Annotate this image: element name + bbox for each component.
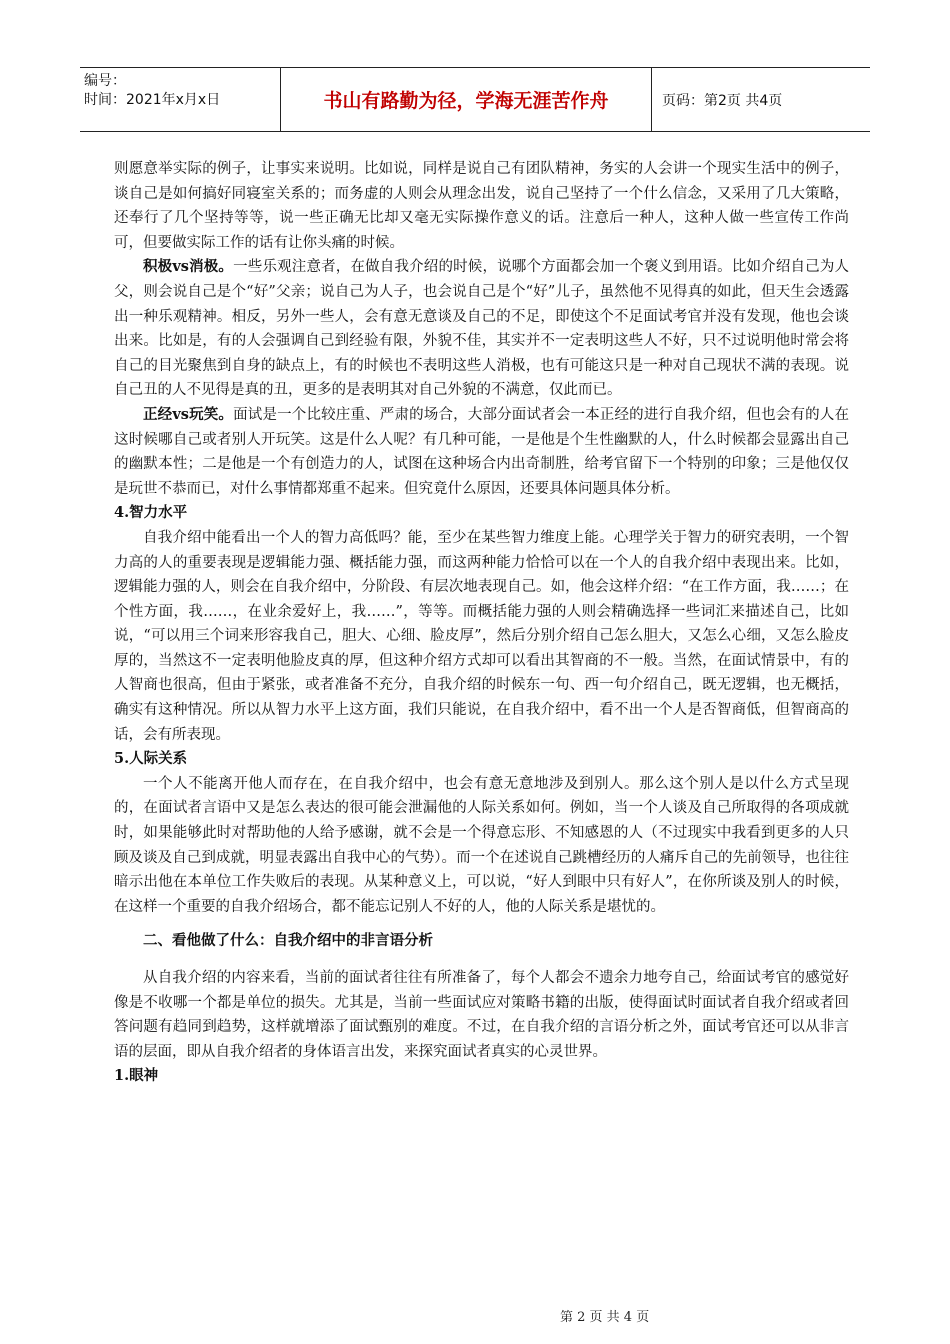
paragraph-lead: 正经vs玩笑。 [143,405,234,423]
section-heading: 4.智力水平 [114,504,188,522]
motto: 书山有路勤为径，学海无涯苦作舟 [280,68,652,131]
number-label: 编号： [84,73,126,89]
paragraph-lead: 积极vs消极。 [143,258,234,276]
paragraph-text: 面试是一个比较庄重、严肃的场合，大部分面试者会一本正经的进行自我介绍，但也会有的人在这时候哪自己或者别人开玩笑。这是什么人呢？有几种可能，一是他是个生性幽默的人，什么时候都会显露出自己的幽默本性；二是他是一个有创造力的人，试图在这种场合内出奇制胜，给考官留下一个特别的印象；三是他仅仅是玩世不恭而已，对什么事情都郑重不起来。但究竟什么原因，还要具体问题具体分析。 [114,406,850,497]
paragraph: 则愿意举实际的例子，让事实来说明。比如说，同样是说自己有团队精神，务实的人会讲一个现实生活中的例子，谈自己是如何搞好同寝室关系的；而务虚的人则会从理念出发，说自己坚持了一个什么信念，又采用了几大策略，还奉行了几个坚持等等，说一些正确无比却又毫无实际操作意义的话。注意后一种人，这种人做一些宣传工作尚可，但要做实际工作的话有让你头痛的时候。 [114,161,849,251]
page-label: 页码：第2页 共4页 [662,92,783,109]
header-left-cell [80,68,280,131]
paragraph: 从自我介绍的内容来看，当前的面试者往往有所准备了，每个人都会不遗余力地夸自己，给面试考官的感觉好像是不收哪一个都是单位的损失。尤其是，当前一些面试应对策略书籍的出版，使得面试时面试者自我介绍或者回答问题有趋同到趋势，这样就增添了面试甄别的难度。不过，在自我介绍的言语分析之外，面试考官还可以从非言语的层面，即从自我介绍者的身体语言出发，来探究面试者真实的心灵世界。 [114,970,849,1060]
paragraph [114,403,849,501]
document-body [114,157,849,1089]
paragraph: 一个人不能离开他人而存在，在自我介绍中，也会有意无意地涉及到别人。那么这个别人是以什么方式呈现的，在面试者言语中又是怎么表达的很可能会泄漏他的人际关系如何。例如，当一个人谈及自己所取得的各项成就时，如果能够此时对帮助他的人给予感谢，就不会是一个得意忘形、不知感恩的人（不过现实中我看到更多的人只顾及谈及自己到成就，明显表露出自我中心的气势）。而一个在述说自己跳槽经历的人痛斥自己的先前领导，也往往暗示出他在本单位工作失败后的表现。从某种意义上，可以说，“好人到眼中只有好人”，在你所谈及别人的时候，在这样一个重要的自我介绍场合，都不能忘记别人不好的人，他的人际关系是堪忧的。 [114,775,849,915]
page-header [80,67,870,132]
paragraph: 自我介绍中能看出一个人的智力高低吗？能，至少在某些智力维度上能。心理学关于智力的研究表明，一个智力高的人的重要表现是逻辑能力强、概括能力强，而这两种能力恰恰可以在一个人的自我介绍中表现出来。比如，逻辑能力强的人，则会在自我介绍中，分阶段、有层次地表现自己。如，他会这样介绍：“在工作方面，我……；在个性方面，我……，在业余爱好上，我……”，等等。而概括能力强的人则会精确选择一些词汇来描述自己，比如说，“可以用三个词来形容我自己，胆大、心细、脸皮厚”，然后分别介绍自己怎么胆大，又怎么心细，又怎么脸皮厚的，当然这不一定表明他脸皮真的厚，但这种介绍方式却可以看出其智商的不一般。当然，在面试情景中，有的人智商也很高，但由于紧张，或者准备不充分，自我介绍的时候东一句、西一句介绍自己，既无逻辑，也无概括，确实有这种情况。所以从智力水平上这方面，我们只能说，在自我介绍中，看不出一个人是否智商低，但智商高的话，会有所表现。 [114,529,849,743]
section-heading: 1.眼神 [114,1067,159,1085]
page-footer: 第 2 页 共 4 页 [560,1310,650,1325]
section-heading: 5.人际关系 [114,750,188,768]
chapter-heading: 二、看他做了什么：自我介绍中的非言语分析 [143,932,433,950]
time-label: 时间：2021年x月x日 [84,92,221,108]
paragraph-text: 一些乐观注意者，在做自我介绍的时候，说哪个方面都会加一个褒义到用语。比如介绍自己为人父，则会说自己是个“好”父亲；说自己为人子，也会说自己是个“好”儿子，虽然他不见得真的如此，但天生会透露出一种乐观精神。相反，另外一些人，会有意无意谈及自己的不足，即使这个不足面试考官并没有发现，他也会谈出来。比如是，有的人会强调自己到经验有限，外貌不佳，其实并不一定表明这些人不好，只不过说明他时常会将自己的目光聚焦到自身的缺点上，有的时候也不表明这些人消极，也有可能这只是一种对自己现状不满的表现。说自己丑的人不见得是真的丑，更多的是表明其对自己外貌的不满意，仅此而已。 [114,259,850,399]
paragraph [114,255,849,403]
